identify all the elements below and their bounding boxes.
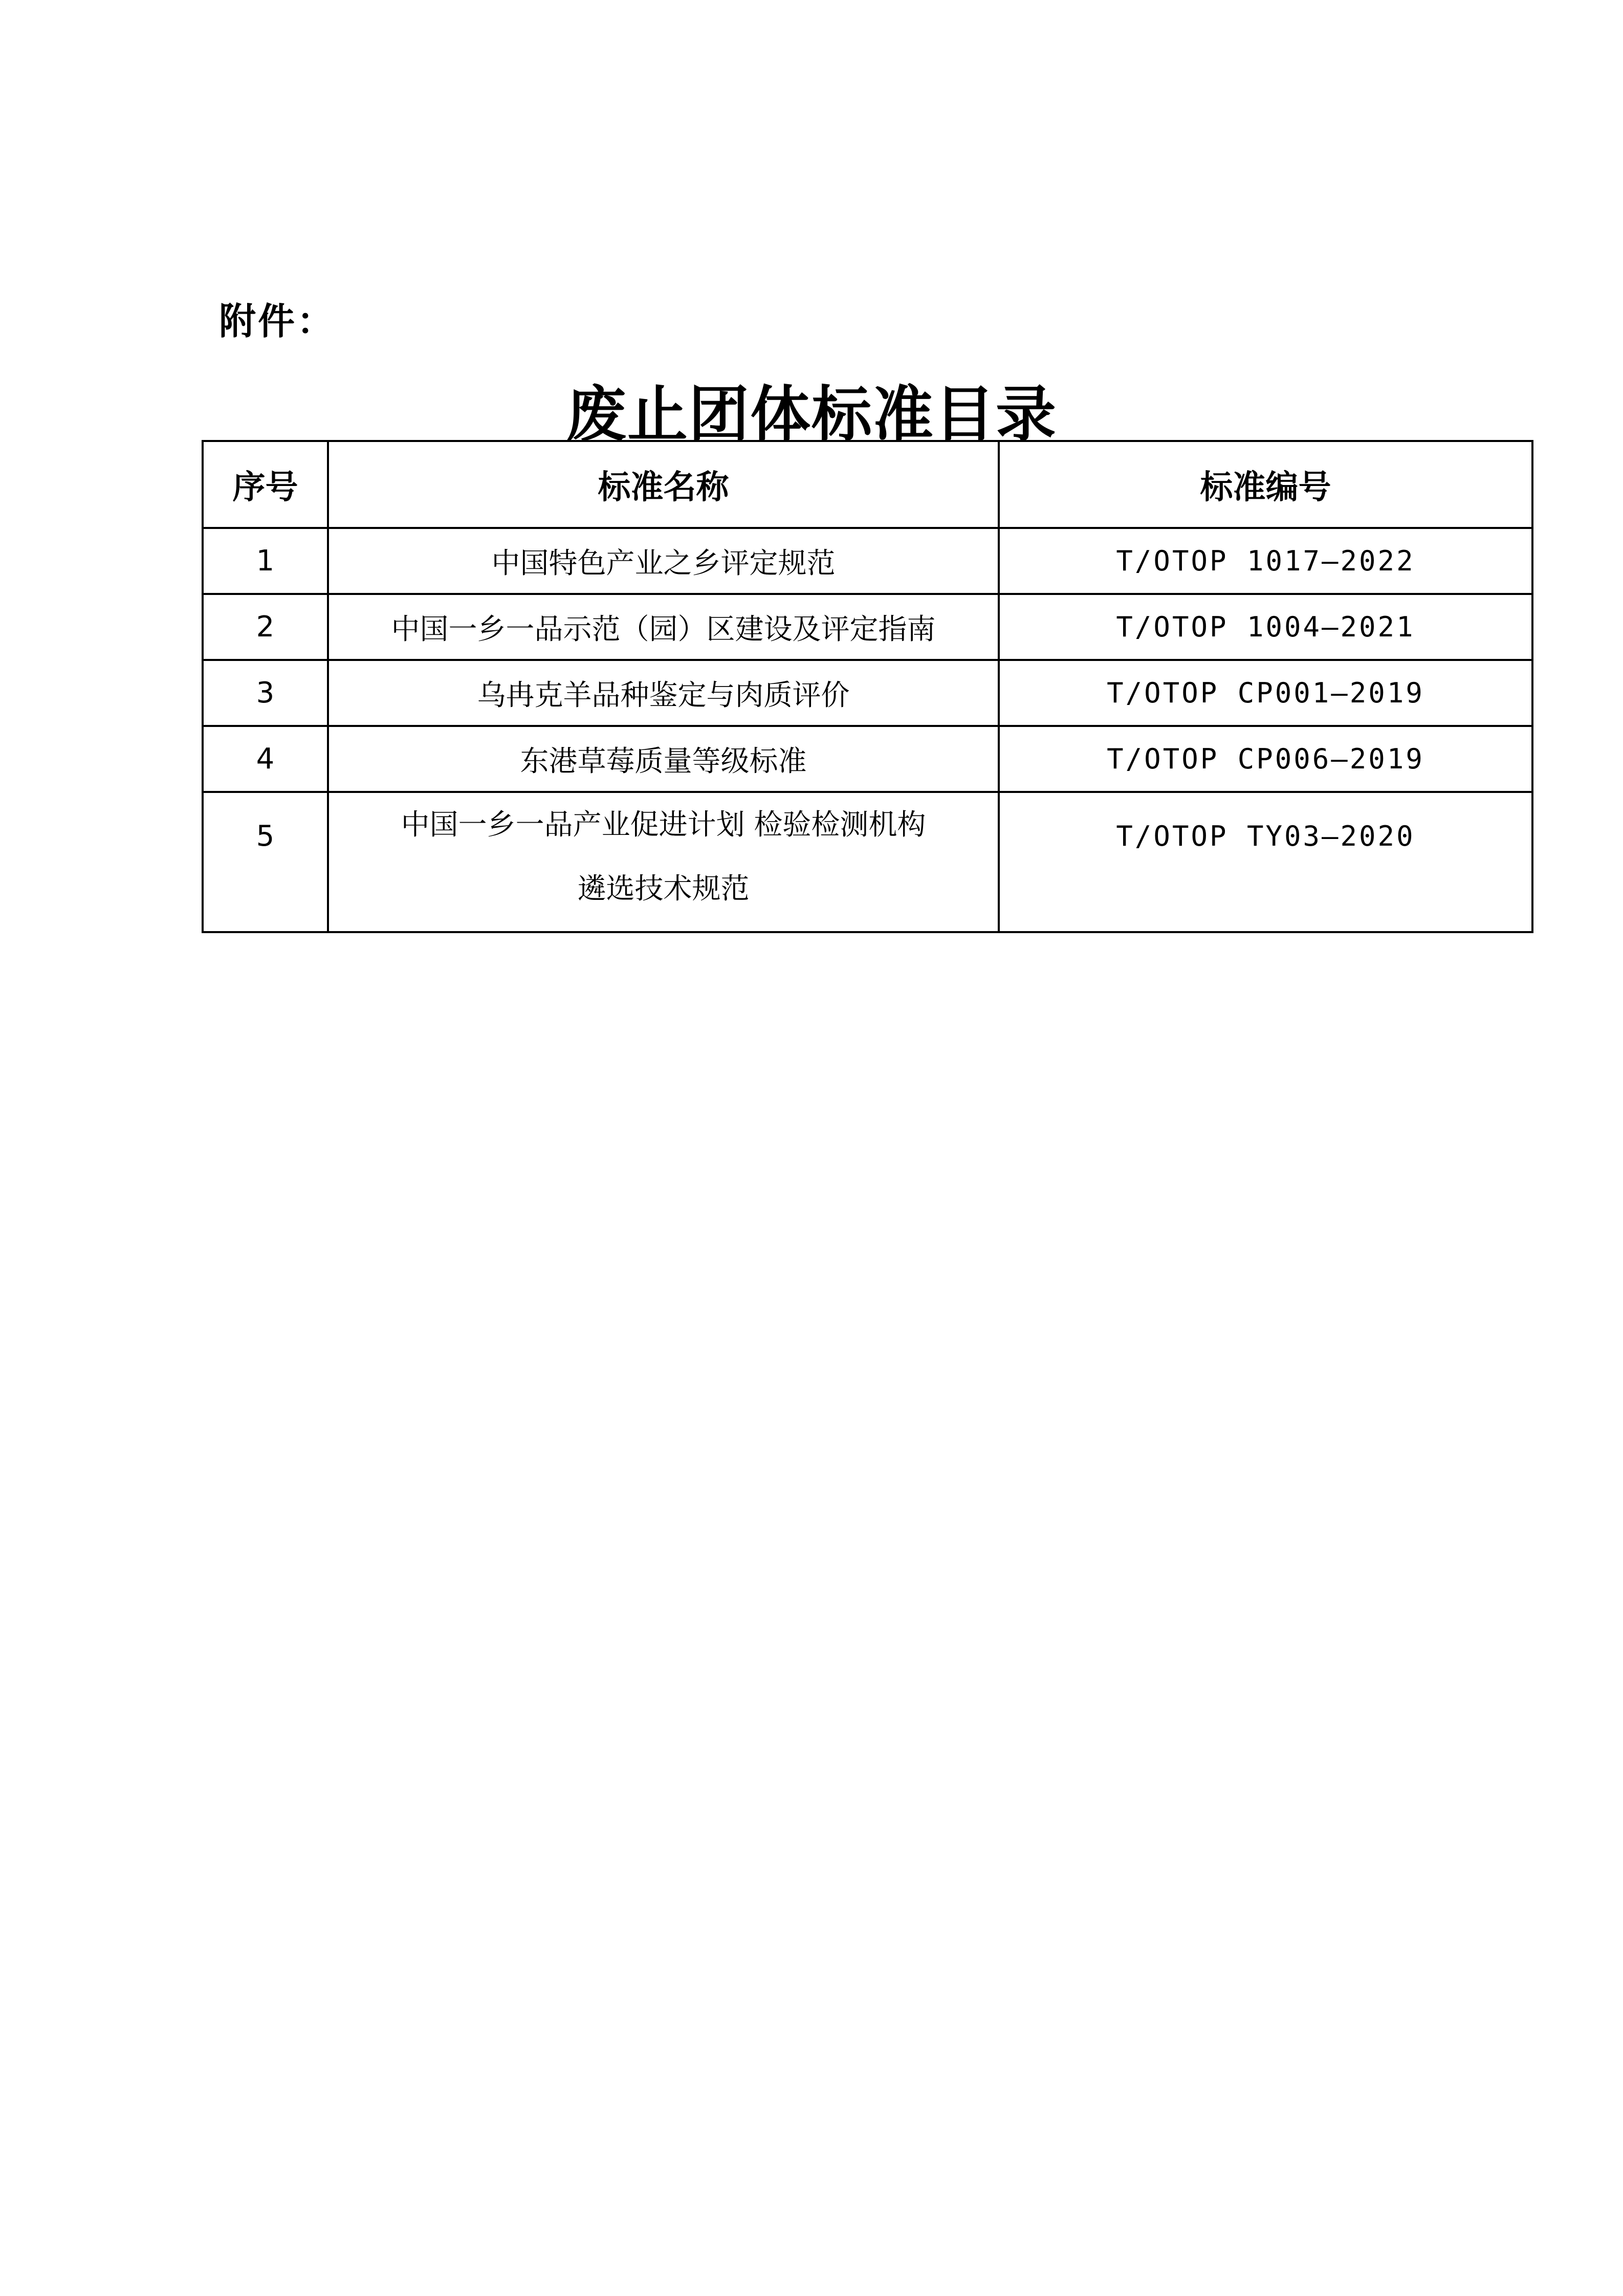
row-standard-code: T/OTOP 1004—2021 <box>999 594 1532 660</box>
table-row <box>203 528 1532 594</box>
row-standard-name-line-1: 中国一乡一品产业促进计划 检验检测机构 <box>401 808 926 842</box>
row-standard-code: T/OTOP 1017—2022 <box>999 528 1532 594</box>
header-name: 标准名称 <box>328 441 999 528</box>
row-index: 4 <box>203 726 328 792</box>
row-index: 3 <box>203 660 328 726</box>
row-standard-name: 乌冉克羊品种鉴定与肉质评价 <box>328 660 999 726</box>
table-row <box>203 726 1532 792</box>
row-index: 2 <box>203 594 328 660</box>
header-index: 序号 <box>203 441 328 528</box>
table-header-row <box>203 441 1532 528</box>
row-standard-name: 中国特色产业之乡评定规范 <box>328 528 999 594</box>
table-row <box>203 594 1532 660</box>
row-standard-name: 东港草莓质量等级标准 <box>328 726 999 792</box>
row-index: 1 <box>203 528 328 594</box>
row-standard-code: T/OTOP CP001—2019 <box>999 660 1532 726</box>
row-standard-name <box>328 792 999 932</box>
table-row <box>203 660 1532 726</box>
row-standard-code: T/OTOP TY03—2020 <box>999 792 1532 932</box>
row-standard-code: T/OTOP CP006—2019 <box>999 726 1532 792</box>
row-standard-name: 中国一乡一品示范（园）区建设及评定指南 <box>328 594 999 660</box>
row-index: 5 <box>203 792 328 932</box>
row-standard-name-line-2: 遴选技术规范 <box>577 872 750 906</box>
table-row <box>203 792 1532 932</box>
attachment-label: 附件： <box>219 300 336 343</box>
header-code: 标准编号 <box>999 441 1532 528</box>
standards-table <box>202 440 1533 933</box>
document-title: 废止团体标准目录 <box>565 379 1057 450</box>
